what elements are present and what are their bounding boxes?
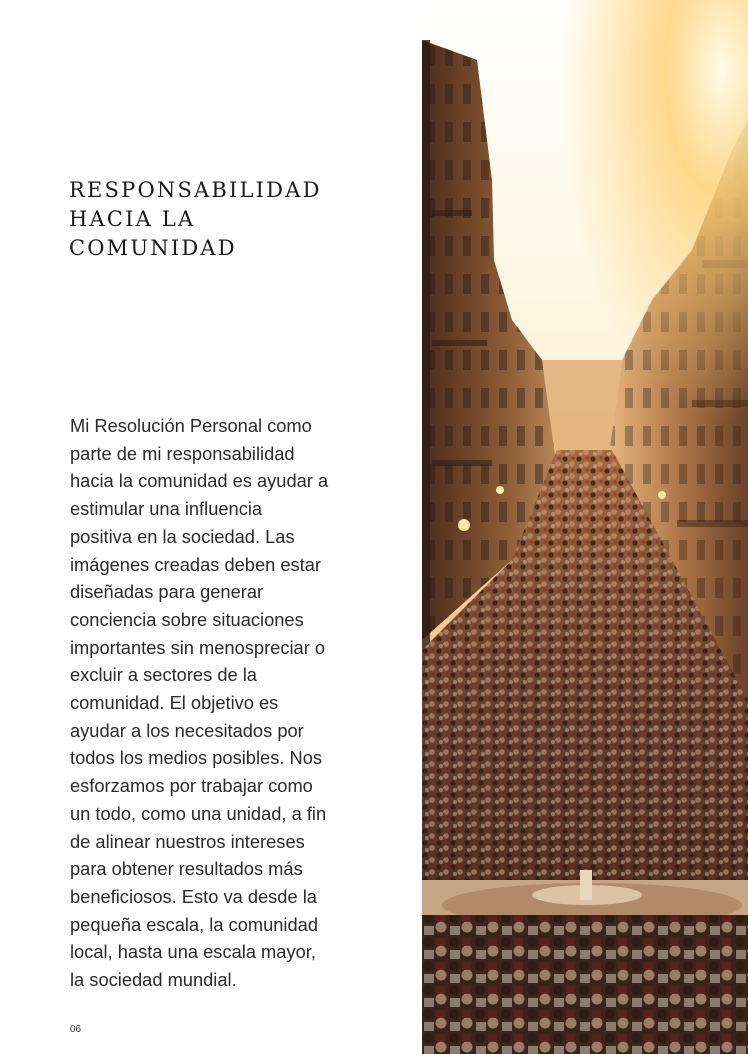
- title-line: COMUNIDAD: [69, 236, 237, 260]
- body-line: diseñadas para generar: [70, 581, 264, 603]
- body-line: pequeña escala, la comunidad: [70, 913, 318, 935]
- body-line: conciencia sobre situaciones: [70, 608, 304, 630]
- body-line: un todo, como una unidad, a fin: [70, 802, 327, 824]
- body-line: ayudar a los necesitados por: [70, 719, 304, 741]
- body-paragraph: [70, 412, 370, 994]
- page-number: 06: [70, 1024, 82, 1035]
- body-line: para obtener resultados más: [70, 858, 303, 880]
- body-line: comunidad. El objetivo es: [70, 692, 279, 714]
- body-line: positiva en la sociedad. Las: [70, 525, 295, 547]
- body-line: imágenes creadas deben estar: [70, 553, 322, 575]
- title-line: HACIA LA: [69, 207, 196, 231]
- body-line: Mi Resolución Personal como: [70, 415, 312, 436]
- body-line: esforzamos por trabajar como: [70, 775, 313, 797]
- section-title: [69, 176, 399, 263]
- street-crowd-photo: [422, 0, 748, 1054]
- body-line: excluir a sectores de la: [70, 664, 257, 686]
- body-line: todos los medios posibles. Nos: [70, 747, 323, 769]
- body-line: la sociedad mundial.: [70, 969, 237, 991]
- title-line: RESPONSABILIDAD: [69, 178, 322, 202]
- body-line: de alinear nuestros intereses: [70, 830, 305, 852]
- body-line: hacia la comunidad es ayudar a: [70, 470, 329, 492]
- body-line: local, hasta una escala mayor,: [70, 941, 316, 963]
- body-line: beneficiosos. Esto va desde la: [70, 885, 317, 907]
- body-line: estimular una influencia: [70, 498, 263, 520]
- body-line: importantes sin menospreciar o: [70, 636, 326, 658]
- body-line: parte de mi responsabilidad: [70, 442, 295, 464]
